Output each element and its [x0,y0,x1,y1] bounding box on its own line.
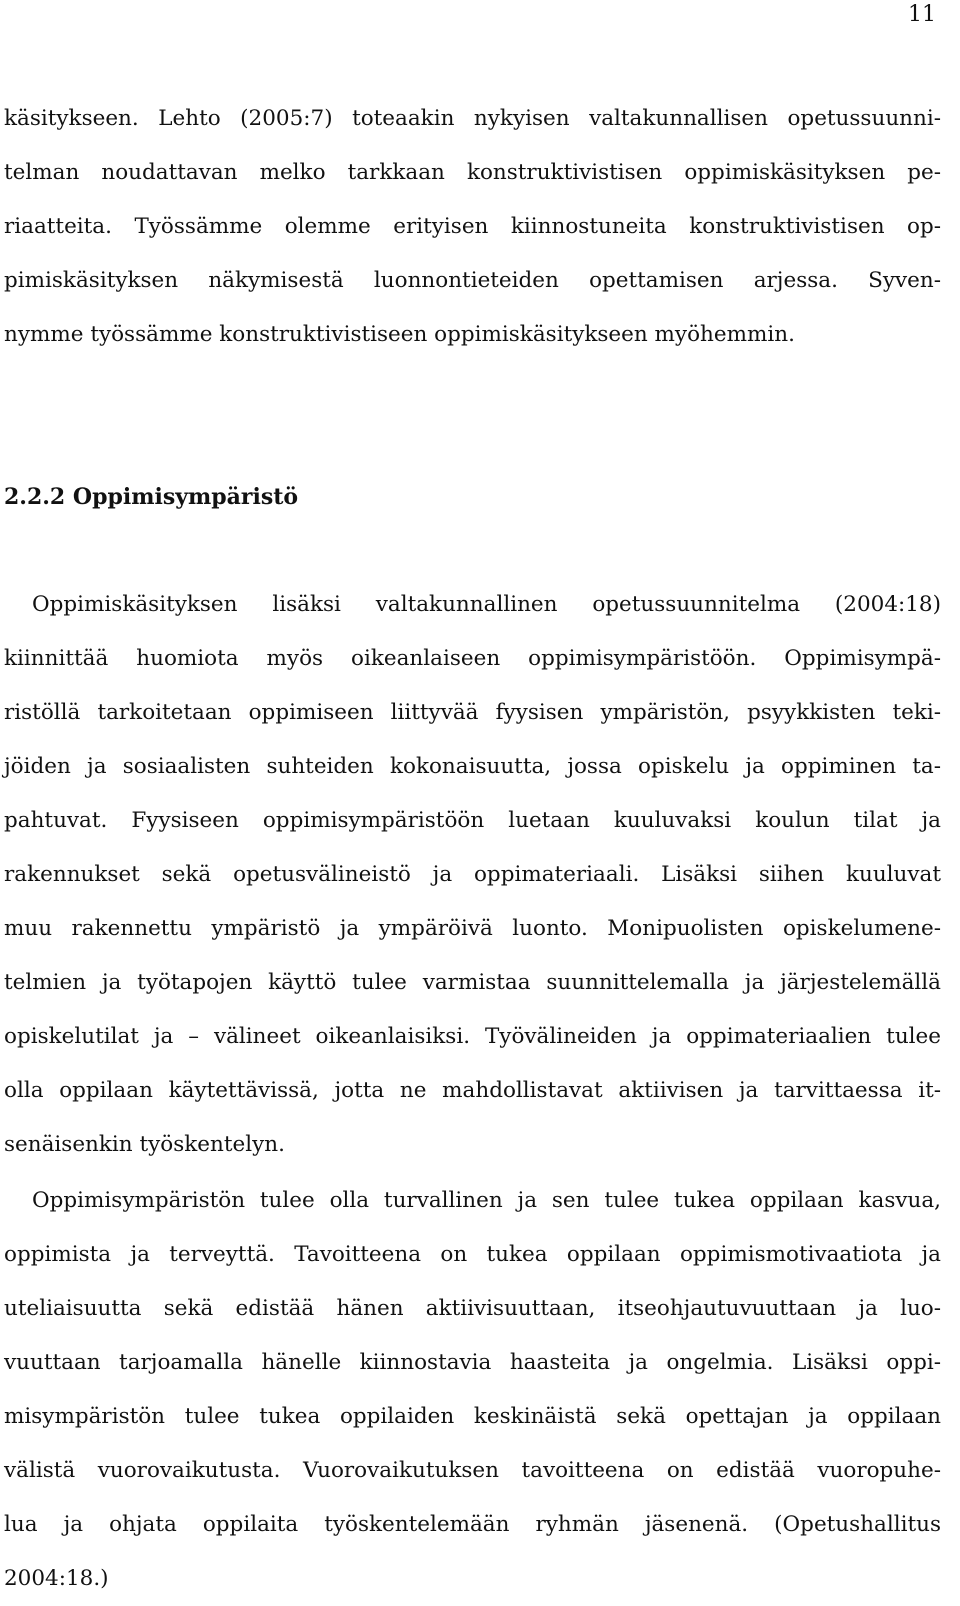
paragraph-1 [4,92,941,362]
paragraph-line: muu rakennettu ympäristö ja ympäröivä luonto. Monipuolisten opiskelumene- [4,916,941,941]
paragraph-line: pimiskäsityksen näkymisestä luonnontieteiden opettamisen arjessa. Syven- [4,268,941,293]
paragraph-line: senäisenkin työskentelyn. [4,1132,285,1157]
paragraph-line: telman noudattavan melko tarkkaan konstruktivistisen oppimiskäsityksen pe- [4,160,941,185]
paragraph-line: käsitykseen. Lehto (2005:7) toteaakin nykyisen valtakunnallisen opetussuunni- [4,106,941,131]
paragraph-line: uteliaisuutta sekä edistää hänen aktiivisuuttaan, itseohjautuvuuttaan ja luo- [4,1296,941,1321]
paragraph-line: ristöllä tarkoitetaan oppimiseen liittyvää fyysisen ympäristön, psyykkisten teki- [4,700,941,725]
paragraph-line: opiskelutilat ja – välineet oikeanlaisiksi. Työvälineiden ja oppimateriaalien tulee [4,1024,941,1049]
page-number: 11 [908,2,936,27]
paragraph-line: riaatteita. Työssämme olemme erityisen kiinnostuneita konstruktivistisen op- [4,214,941,239]
paragraph-3 [4,1174,941,1606]
paragraph-line: misympäristön tulee tukea oppilaiden keskinäistä sekä opettajan ja oppilaan [4,1404,941,1429]
paragraph-line: Oppimiskäsityksen lisäksi valtakunnallinen opetussuunnitelma (2004:18) [32,592,941,617]
paragraph-line: vuuttaan tarjoamalla hänelle kiinnostavia haasteita ja ongelmia. Lisäksi oppi- [4,1350,941,1375]
paragraph-line: telmien ja työtapojen käyttö tulee varmistaa suunnittelemalla ja järjestelemällä [4,970,941,995]
paragraph-line: jöiden ja sosiaalisten suhteiden kokonaisuutta, jossa opiskelu ja oppiminen ta- [4,754,941,779]
paragraph-line: Oppimisympäristön tulee olla turvallinen ja sen tulee tukea oppilaan kasvua, [32,1188,941,1213]
paragraph-line: rakennukset sekä opetusvälineistö ja oppimateriaali. Lisäksi siihen kuuluvat [4,862,941,887]
paragraph-line: lua ja ohjata oppilaita työskentelemään ryhmän jäsenenä. (Opetushallitus [4,1512,941,1537]
paragraph-line: pahtuvat. Fyysiseen oppimisympäristöön luetaan kuuluvaksi koulun tilat ja [4,808,941,833]
paragraph-line: välistä vuorovaikutusta. Vuorovaikutuksen tavoitteena on edistää vuoropuhe- [4,1458,941,1483]
paragraph-line: kiinnittää huomiota myös oikeanlaiseen oppimisympäristöön. Oppimisympä- [4,646,941,671]
paragraph-line: oppimista ja terveyttä. Tavoitteena on tukea oppilaan oppimismotivaatiota ja [4,1242,941,1267]
paragraph-line: nymme työssämme konstruktivistiseen oppimiskäsitykseen myöhemmin. [4,322,795,347]
page-body [4,92,941,1606]
section-heading: 2.2.2 Oppimisympäristö [4,484,299,510]
paragraph-2 [4,578,941,1172]
paragraph-line: 2004:18.) [4,1566,109,1591]
paragraph-line: olla oppilaan käytettävissä, jotta ne mahdollistavat aktiivisen ja tarvittaessa it- [4,1078,941,1103]
